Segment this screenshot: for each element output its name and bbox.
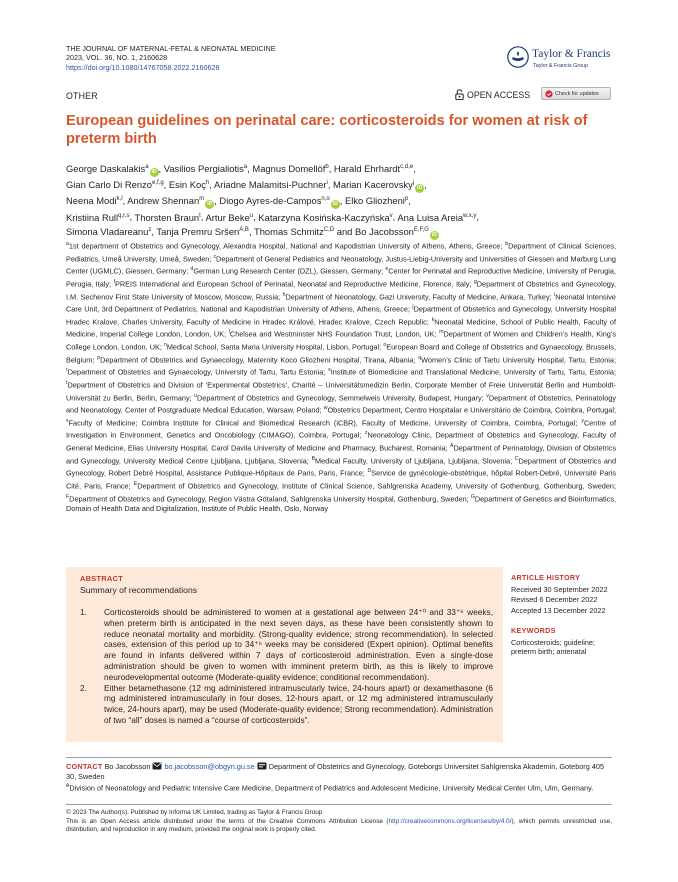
affiliation-text: Women’s Clinic of Tartu University Hospital, Tartu, Estonia;: [421, 355, 616, 365]
author-name: Thomas Schmitz: [253, 226, 324, 238]
recommendation-item: [80, 607, 493, 683]
affiliation-key: z: [364, 430, 368, 437]
author: [254, 226, 334, 237]
email-icon: [152, 762, 162, 770]
author-name: Ana Luisa Areia: [397, 211, 464, 223]
author-affiliation-marks: c,d,e: [400, 164, 414, 170]
affiliations: [66, 239, 616, 514]
author: [66, 179, 164, 190]
author-name: Tanja Premru Sršen: [156, 226, 240, 238]
contact-email-link[interactable]: bo.jacobsson@obgyn.gu.se: [164, 762, 255, 771]
affiliation-text: Institute of Biomedicine and Translational Medicine, University of Tartu, Tartu, Estonia;: [330, 367, 616, 377]
publisher-logo[interactable]: [507, 46, 617, 74]
author-name: George Daskalakis: [66, 163, 146, 175]
author: [66, 212, 129, 223]
author: [164, 163, 247, 174]
affiliation-key: p: [97, 354, 101, 361]
affiliation-text: Faculty of Medicine; Coimbra Institute for Clinical and Biomedical Research (iCBR), Faculty of Medicine, University of Coimbra, Coimbra, Portugal;: [68, 418, 582, 428]
affiliation-key: q: [418, 354, 422, 361]
affiliation-key: f: [113, 278, 116, 285]
author-name: Magnus Domellöf: [252, 163, 326, 175]
affiliation-text: European Board and College of Obstetrics and Gynaecology, Brussels, Belgium;: [66, 342, 616, 365]
author-name: Bo Jacobsson: [355, 226, 414, 238]
author-name: Simona Vladareanu: [66, 226, 149, 238]
affiliation-key: w: [323, 405, 328, 412]
affiliation-key: c: [213, 253, 217, 260]
affiliation-key: y: [581, 417, 584, 424]
affiliation-key: s: [328, 367, 331, 374]
author-affiliation-marks: C,D: [323, 226, 335, 233]
affiliation-text: Center for Perinatal and Reproductive Medicine, University of Perugia, Perugia, Italy;: [66, 266, 616, 289]
affiliation-key: C: [514, 455, 519, 462]
author-name: Esin Koç: [168, 179, 206, 191]
affiliation-key: b: [505, 241, 509, 247]
affiliation-key: e: [385, 266, 389, 273]
keywords-heading: KEYWORDS: [511, 625, 556, 635]
affiliation-key: h: [282, 291, 286, 298]
license-link[interactable]: http://creativecommons.org/licenses/by/4.0/: [388, 817, 512, 825]
contact-address: Department of Obstetrics and Gynecology, Goteborgs Universitet Sahlgrenska Akademin, Goteborg 405 30, Sweden: [66, 762, 604, 781]
open-access-label: [455, 89, 530, 100]
affiliation-text: Department of General Pediatrics and Neonatology, Justus-Liebig-University and Universities of Giessen and Marburg Lung Center (UGMLC), Giessen, Germany;: [66, 254, 616, 276]
affiliation-key: u: [194, 392, 198, 399]
author: [345, 195, 408, 206]
affiliation-text: Department of Perinatology, Division of Obstetrics and Gynecology, University Medical Centre Ljubljana, Ljubljana, Slovenia;: [66, 443, 616, 466]
affiliation-text: Department of Genetics and Bioinformatics, Domain of Health Data and Digitalization, Institute of Public Health, Oslo, Norway: [66, 493, 617, 514]
author-name: Kristiina Rull: [66, 211, 119, 223]
affiliation-key: B: [311, 455, 316, 462]
publisher-lamp-icon: [507, 46, 529, 68]
author-affiliation-marks: j: [412, 180, 415, 187]
keywords-text: Corticosteroids; guideline; preterm birth; antenatal: [511, 637, 595, 657]
address-icon: [257, 762, 267, 770]
author: [333, 179, 424, 190]
affiliation-text: Neonatal Intensive Care Unit, 3rd Department of Pediatrics, National and Kapodistrian University of Athens, Athens, Greece;: [66, 291, 616, 314]
affiliation-key: l: [228, 329, 230, 336]
author-name: Harald Ehrhardt: [333, 163, 401, 175]
affiliation-key: n: [163, 342, 167, 348]
affiliation-text: Service de gynécologie-obstétrique, hôpital Robert-Debré, Université Paris Cité, Paris, France;: [66, 468, 617, 491]
author-affiliation-marks: i: [326, 180, 328, 187]
author-affiliation-marks: a: [145, 164, 149, 170]
contact-line: [66, 762, 612, 781]
affiliation-text: German Lung Research Center (DZL), Giessen, Germany;: [193, 266, 386, 276]
author-affiliation-marks: t: [199, 212, 201, 219]
author-name: Ariadne Malamitsi-Puchner: [213, 179, 327, 191]
crossmark-icon: [545, 90, 553, 98]
author-affiliation-marks: E,F,G: [413, 226, 429, 233]
affiliation-text: Department of Obstetrics and Gynecology, I.M. Sechenov First State University of Moscow, Moscow, Russia;: [66, 279, 616, 301]
author-affiliation-marks: A,B: [239, 226, 249, 233]
license-statement: [66, 818, 612, 835]
author: [127, 195, 214, 206]
received-date: Received 30 September 2022: [511, 585, 608, 594]
open-access-text: OPEN ACCESS: [467, 89, 531, 100]
contact-label: CONTACT: [66, 762, 103, 771]
affiliation-text: Department of Obstetrics and Gynecology, Institute of Clinical Science, Sahlgrenska Academy, University of Gothenburg, Gothenburg, Sweden;: [137, 481, 616, 491]
article-history-heading: ARTICLE HISTORY: [511, 573, 581, 582]
affiliation-key: F: [66, 493, 70, 500]
affiliation-key: m: [439, 329, 444, 336]
recommendation-list: [80, 607, 493, 726]
orcid-icon[interactable]: iD: [207, 201, 213, 208]
author-affiliation-marks: p: [404, 196, 409, 203]
affiliation-key: v: [486, 392, 489, 399]
affiliation-text: Department of Obstetrics and Gynaecology, University of Tartu, Tartu Estonia;: [67, 367, 329, 377]
journal-name: THE JOURNAL OF MATERNAL-FETAL & NEONATAL MEDICINE: [66, 44, 276, 53]
copyright-block: [66, 809, 612, 835]
contact-divider: [66, 757, 612, 758]
revised-date: Revised 6 December 2022: [511, 595, 598, 605]
affiliation-key: k: [431, 316, 435, 323]
author: [206, 212, 254, 223]
orcid-icon[interactable]: iD: [431, 232, 437, 239]
author-affiliation-marks: a: [243, 164, 248, 170]
author-list: George Daskalakis$^a$iD , Vasilios Pergialiotis$^a$, Magnus Domellöf$^b$, Harald Ehrhardt$^{c,d,e}$, Gian Carlo Di Renzo$^{e,f,g}$, Esin Koç$^h$, Ariadne Malamitsi-Puchner$^i$, Marian Kacerovsky$^j$iD , Neena Modi$^{k,l}$, Andrew Shennan$^m$iD , Diogo Ayres-de-Campos$^{n,o}$iD , Elko Gliozheni$^p$, Kristiina Rull$^{q,r,s}$, Thorsten Braun$^t$, Artur Beke$^u$, Katarzyna Kosińska-Kaczyńska$^v$, Ana Luisa Areia$^{w,x,y}$, Simona Vladareanu$^z$, Tanja Premru Sršen$^{A,B}$, Thomas Schmitz$^{C,D}$ and Bo Jacobsson$^{E,F,G}$iD: [66, 163, 479, 239]
affiliation-text: Medical School, Santa Maria University Hospital, Lisbon, Portugal;: [166, 342, 384, 352]
author-name: Vasilios Pergialiotis: [163, 163, 244, 175]
orcid-icon[interactable]: iD: [151, 169, 157, 176]
author-affiliation-marks: n,o: [321, 196, 330, 203]
author: [169, 179, 209, 190]
affiliation-key: D: [367, 468, 372, 475]
license-text-before: This is an Open Access article distributed under the terms of the Creative Commons Attribution License (: [66, 817, 389, 825]
copyright-divider: [66, 804, 612, 805]
author: [66, 226, 151, 237]
affiliation-key: d: [190, 266, 194, 273]
contact-name: Bo Jacobsson: [104, 762, 151, 771]
author: [258, 212, 392, 223]
author: [219, 195, 339, 206]
author-name: Artur Beke: [205, 211, 250, 223]
affiliation-key: A: [450, 443, 454, 449]
author-name: Neena Modi: [66, 195, 117, 207]
affiliation-text: Neonatal Medicine, School of Public Health, Faculty of Medicine, Imperial College London, London, UK;: [66, 317, 616, 339]
abstract-box: [66, 567, 503, 742]
author: [397, 212, 476, 223]
author: [66, 195, 123, 206]
affiliation-text: Chelsea and Westminster NHS Foundation Trust, London, UK;: [229, 329, 440, 339]
orcid-icon[interactable]: iD: [332, 201, 338, 208]
author-name: Katarzyna Kosińska-Kaczyńska: [258, 211, 390, 223]
author-name: Diogo Ayres-de-Campos: [219, 195, 322, 207]
publisher-name: Taylor & Francis: [532, 48, 611, 60]
affiliation-text: Department of Clinical Sciences, Pediatrics, Umeå University, Umeå, Sweden;: [66, 241, 616, 264]
author-affiliation-marks: w,x,y: [463, 212, 477, 219]
recommendation-number: 1.: [80, 607, 87, 617]
affiliation-text: 1st department of Obstetrics and Gynecology, Alexandra Hospital, National and Kapodistrian University of Athens, Athens, Greece;: [68, 241, 506, 251]
accepted-date: Accepted 13 December 2022: [511, 605, 606, 615]
affiliation-text: PREIS International and European School of Perinatal, Neonatal and Reproductive Medicine, Florence, Italy;: [115, 279, 474, 289]
affiliation-text: Department of Obstetrics and Gynecology, Region Västra Götaland, Sahlgrenska University Hospital, Gothenburg, Sweden;: [69, 493, 471, 503]
affiliation-text: Centre of Investigation in Environment, Genetics and Oncobiology (CIMAGO), Coimbra, Portugal;: [66, 418, 616, 440]
author-name: Gian Carlo Di Renzo: [66, 179, 152, 191]
affiliation-text: Neonatology Clinic, Department of Obstetrics and Gynecology, Faculty of General Medicine, Elias University Hospital, Carol Davila University of Medicine and Pharmacy, Bucharest, Romania;: [66, 430, 616, 453]
license-text-after: ), which permits unrestricted use, distribution, and reproduction in any medium, provided the original work is properly cited.: [66, 817, 613, 834]
author: [156, 226, 249, 237]
open-lock-icon: [455, 89, 464, 100]
abstract-heading: ABSTRACT: [80, 574, 124, 583]
author: [355, 226, 439, 237]
affiliation-text: Department of Obstetrics and Division of ‘Experimental Obstetrics’, Charité – Universitätsmedizin Berlin, Corporate Member of Freie Universität Berlin and Humboldt-Universität zu Berlin, Berlin, Germany;: [66, 380, 616, 402]
check-for-updates-label: Check for updates: [555, 90, 599, 97]
affiliation-text: Department of Obstetrics and Gynecology, University Hospital Hradec Kralove, Charles University, Faculty of Medicine in Hradec Králové, Hradec Kralove, Czech Republic;: [66, 304, 616, 327]
affiliation-text: Department of Women and Children’s Health, King’s College London, London, UK;: [66, 329, 617, 352]
affiliation-key: g: [473, 278, 477, 285]
author-name: Andrew Shennan: [127, 195, 200, 207]
publisher-group: Taylor & Francis Group: [533, 63, 589, 69]
affiliation-key: j: [412, 304, 414, 311]
contact-footnote: [66, 781, 612, 793]
recommendation-item: [80, 683, 493, 726]
author: [66, 163, 159, 174]
affiliation-text: Department of Obstetrics, Perinatology and Neonatology, Center of Postgraduate Medical Education, Warsaw, Poland;: [66, 392, 616, 415]
author: [214, 179, 328, 190]
article-info-panel: [511, 573, 621, 657]
affiliation-key: o: [383, 342, 387, 348]
author-affiliation-marks: k,l: [116, 196, 123, 203]
affiliation-key: r: [66, 367, 68, 374]
abstract-subheading: Summary of recommendations: [80, 585, 198, 595]
check-for-updates-button[interactable]: [541, 87, 611, 100]
author-name: Marian Kacerovsky: [333, 179, 413, 191]
affiliation-key: x: [66, 417, 69, 424]
orcid-icon[interactable]: iD: [417, 185, 423, 192]
recommendation-number: 2.: [80, 682, 87, 693]
author-affiliation-marks: e,f,g: [151, 180, 164, 187]
author-name: Elko Gliozheni: [344, 195, 405, 207]
affiliation-text: Department of Obstetrics and Gynaecology, Maternity Koco Gliozheni Hospital, Tirana, Albania;: [100, 355, 419, 365]
copyright-line: © 2023 The Author(s). Published by Informa UK Limited, trading as Taylor & Francis Group: [66, 809, 323, 816]
section-label: OTHER: [66, 91, 98, 101]
affiliation-key: a: [66, 241, 69, 247]
recommendation-text: Either betamethasone (12 mg administered intramuscularly twice, 24-hours apart) or dexamethasone (6 mg administered intramuscularly in four doses, 12-hours apart, or 12 mg administered intramuscularly twice, 24-hours apart), may be used (Moderate-quality evidence; Strong recommendation). Administration of two “all” doses is named a “course of corticosteroids”.: [104, 682, 493, 725]
journal-header: [66, 44, 366, 72]
affiliation-text: Department of Obstetrics and Gynecology, Semmelweis University, Budapest, Hungary;: [197, 392, 487, 402]
author-affiliation-marks: v: [389, 212, 393, 219]
author-affiliation-marks: m: [199, 196, 205, 203]
affiliation-text: Medical Faculty, University of Ljubljana, Ljubljana, Slovenia;: [315, 456, 515, 466]
author-name: Thorsten Braun: [134, 211, 200, 223]
footnote-text: Division of Neonatology and Pediatric Intensive Care Medicine, Department of Pediatrics and Adolescent Medicine, University Medical Center Ulm, Ulm, Germany.: [69, 783, 594, 793]
author: [334, 163, 413, 174]
footnote-mark: e: [66, 782, 70, 790]
author-affiliation-marks: h: [205, 180, 210, 187]
article-title: European guidelines on perinatal care: corticosteroids for women at risk of preterm birth: [66, 113, 588, 147]
doi-link[interactable]: https://doi.org/10.1080/14767058.2022.2160628: [66, 62, 220, 72]
author: [252, 163, 328, 174]
contact-block: [66, 762, 612, 793]
volume-info: 2023, VOL. 36, NO. 1, 2160628: [66, 53, 168, 63]
affiliation-key: i: [554, 291, 556, 298]
affiliation-key: t: [66, 379, 68, 386]
affiliation-text: Department of Neonatology, Gazi University, Faculty of Medicine, Ankara, Turkey;: [285, 291, 555, 301]
affiliation-text: Department of Obstetrics and Gynecology, Robert Debré Hospital, Assistance Publique-Hôpitaux de Paris, Paris, France;: [66, 456, 617, 478]
author-affiliation-marks: z: [148, 226, 152, 233]
affiliation-key: G: [470, 493, 475, 500]
author-affiliation-marks: b: [325, 164, 329, 170]
author-affiliation-marks: q,r,s: [118, 212, 130, 219]
recommendation-text: Corticosteroids should be administered to women at a gestational age between 24⁺⁰ and 33⁺⁶ weeks, when preterm birth is anticipated in the next seven days, as these have been consistently shown to reduce neonatal mortality and morbidity. (Strong-quality evidence; strong recommendation). In selected cases, extension of this period up to 34⁺⁶ weeks may be considered (Expert opinion). Optimal benefits are found in infants delivered within 7 days of corticosteroid administration. Even a single-dose administration should be given to women with imminent preterm birth, as this is likely to improve neurodevelopmental outcome (Moderate-quality evidence; conditional recommendation).: [104, 607, 493, 682]
affiliation-key: E: [133, 480, 138, 487]
author: [135, 212, 201, 223]
author-affiliation-marks: u: [249, 212, 254, 219]
affiliation-text: Obstetrics Department, Centro Hospitalar e Universitário de Coimbra, Coimbra, Portugal;: [327, 405, 617, 415]
